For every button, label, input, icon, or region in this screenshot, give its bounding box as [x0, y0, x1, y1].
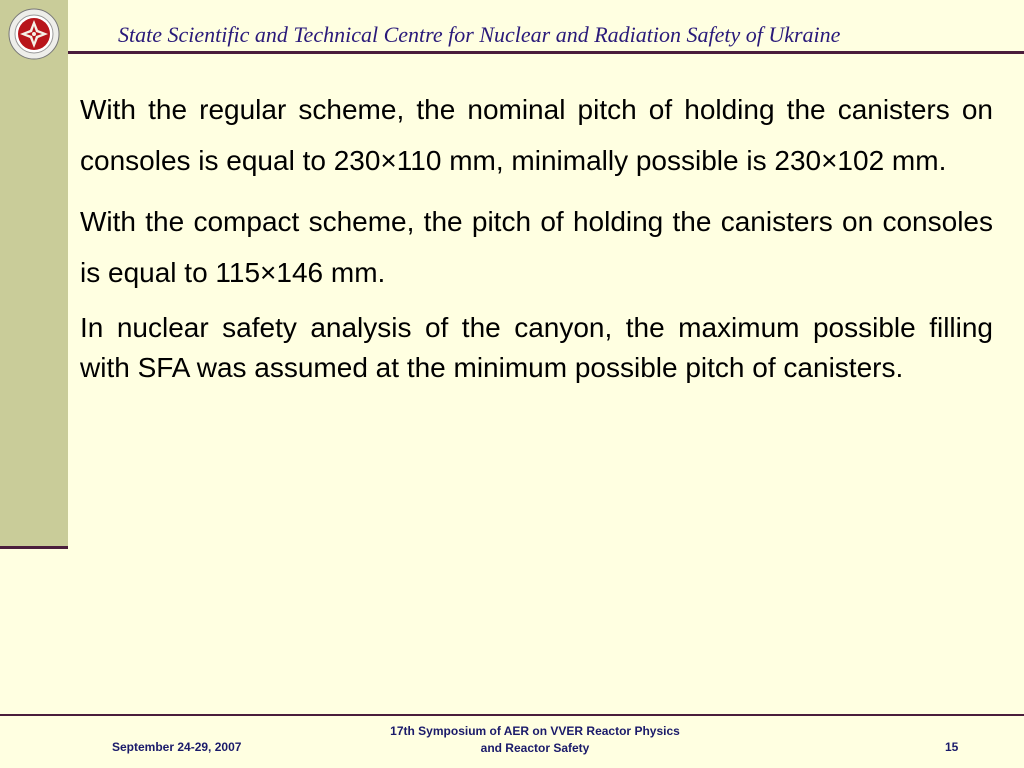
left-sidebar-bar	[0, 0, 68, 548]
body-paragraph: With the compact scheme, the pitch of holding the canisters on consoles is equal to 115×146 mm.	[80, 206, 993, 288]
slide-body	[80, 84, 993, 398]
footer-event-line: 17th Symposium of AER on VVER Reactor Physics	[390, 724, 680, 738]
footer-event	[350, 723, 720, 757]
footer-event-line: and Reactor Safety	[480, 741, 590, 755]
header-title: State Scientific and Technical Centre for Nuclear and Radiation Safety of Ukraine	[118, 22, 841, 47]
footer-divider	[0, 714, 1024, 716]
header-divider	[68, 51, 1024, 54]
sidebar-divider	[0, 546, 68, 549]
body-paragraph: In nuclear safety analysis of the canyon, the maximum possible filling with SFA was assumed at the minimum possible pitch of canisters.	[80, 312, 993, 383]
body-paragraph: With the regular scheme, the nominal pitch of holding the canisters on consoles is equal to 230×110 mm, minimally possible is 230×102 mm.	[80, 94, 993, 176]
page-number: 15	[945, 740, 959, 754]
footer-date: September 24-29, 2007	[112, 740, 242, 754]
institution-emblem-icon	[8, 8, 60, 60]
